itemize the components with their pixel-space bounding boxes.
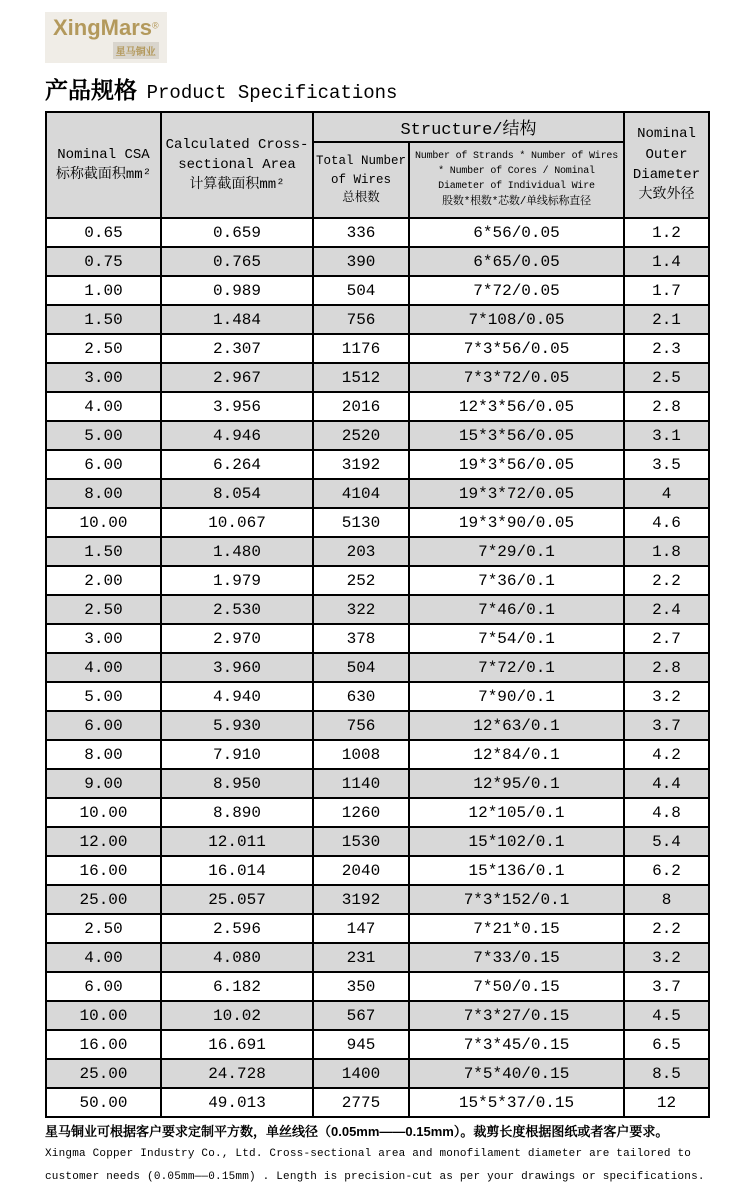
table-cell: 6.00 <box>46 711 161 740</box>
table-cell: 1260 <box>313 798 409 827</box>
table-cell: 2.5 <box>624 363 709 392</box>
table-cell: 3.7 <box>624 711 709 740</box>
table-cell: 1.2 <box>624 218 709 247</box>
table-cell: 5.4 <box>624 827 709 856</box>
table-cell: 2775 <box>313 1088 409 1117</box>
header-structure-detail-line2: * Number of Cores / Nominal <box>438 166 595 178</box>
table-cell: 6.264 <box>161 450 313 479</box>
table-row <box>46 1088 709 1117</box>
table-cell: 5130 <box>313 508 409 537</box>
table-cell: 7*3*45/0.15 <box>409 1030 624 1059</box>
table-row <box>46 856 709 885</box>
table-row <box>46 247 709 276</box>
header-structure-detail-zh: 股数*根数*芯数/单线标称直径 <box>442 196 591 209</box>
header-nominal-csa <box>46 112 161 218</box>
table-cell: 4.6 <box>624 508 709 537</box>
table-row <box>46 421 709 450</box>
table-cell: 203 <box>313 537 409 566</box>
table-cell: 0.989 <box>161 276 313 305</box>
table-cell: 2.530 <box>161 595 313 624</box>
table-cell: 504 <box>313 653 409 682</box>
table-cell: 12 <box>624 1088 709 1117</box>
table-cell: 1176 <box>313 334 409 363</box>
header-outer-diameter <box>624 112 709 218</box>
header-outer-diameter-en: Nominal Outer Diameter <box>632 126 701 183</box>
table-cell: 7*5*40/0.15 <box>409 1059 624 1088</box>
table-cell: 16.691 <box>161 1030 313 1059</box>
header-total-wires <box>313 142 409 218</box>
header-structure-detail-line1: Number of Strands * Number of Wires <box>414 151 619 163</box>
table-cell: 49.013 <box>161 1088 313 1117</box>
table-row <box>46 218 709 247</box>
table-cell: 2040 <box>313 856 409 885</box>
note-chinese: 星马铜业可根据客户要求定制平方数，单丝线径（0.05mm——0.15mm）。裁剪长度根据图纸或者客户要求。 <box>45 1124 669 1139</box>
table-cell: 3.7 <box>624 972 709 1001</box>
table-cell: 7*3*72/0.05 <box>409 363 624 392</box>
header-calculated-area-en: Calculated Cross- sectional Area <box>165 136 309 173</box>
table-cell: 5.930 <box>161 711 313 740</box>
table-row <box>46 1001 709 1030</box>
table-cell: 19*3*56/0.05 <box>409 450 624 479</box>
table-cell: 1.979 <box>161 566 313 595</box>
table-cell: 5.00 <box>46 682 161 711</box>
table-cell: 504 <box>313 276 409 305</box>
table-cell: 7*3*27/0.15 <box>409 1001 624 1030</box>
table-cell: 12*105/0.1 <box>409 798 624 827</box>
table-cell: 0.75 <box>46 247 161 276</box>
table-cell: 19*3*72/0.05 <box>409 479 624 508</box>
table-cell: 7*3*56/0.05 <box>409 334 624 363</box>
table-cell: 10.00 <box>46 508 161 537</box>
table-cell: 7*33/0.15 <box>409 943 624 972</box>
table-cell: 5.00 <box>46 421 161 450</box>
footer-notes <box>45 1121 708 1189</box>
table-cell: 7*46/0.1 <box>409 595 624 624</box>
table-cell: 1400 <box>313 1059 409 1088</box>
header-nominal-csa-en: Nominal CSA <box>57 146 150 163</box>
table-cell: 3.2 <box>624 682 709 711</box>
table-cell: 4.5 <box>624 1001 709 1030</box>
table-cell: 0.65 <box>46 218 161 247</box>
table-cell: 6.00 <box>46 972 161 1001</box>
table-cell: 7*90/0.1 <box>409 682 624 711</box>
page-title <box>45 72 708 105</box>
table-cell: 25.00 <box>46 885 161 914</box>
table-cell: 3192 <box>313 885 409 914</box>
table-cell: 322 <box>313 595 409 624</box>
table-cell: 6.5 <box>624 1030 709 1059</box>
table-cell: 0.765 <box>161 247 313 276</box>
table-cell: 6*56/0.05 <box>409 218 624 247</box>
table-row <box>46 1030 709 1059</box>
table-cell: 19*3*90/0.05 <box>409 508 624 537</box>
table-row <box>46 276 709 305</box>
table-cell: 2.970 <box>161 624 313 653</box>
table-cell: 231 <box>313 943 409 972</box>
note-english: Xingma Copper Industry Co., Ltd. Cross-sectional area and monofilament diameter are tailored to customer needs (0.05mm——0.15mm) . Length is precision-cut as per your drawings or specifications. <box>45 1148 705 1184</box>
table-row <box>46 1059 709 1088</box>
table-row <box>46 740 709 769</box>
table-cell: 8.054 <box>161 479 313 508</box>
table-cell: 3.1 <box>624 421 709 450</box>
table-cell: 3.956 <box>161 392 313 421</box>
brand-logo <box>45 12 167 63</box>
table-cell: 1.484 <box>161 305 313 334</box>
header-structure-detail <box>409 142 624 218</box>
table-cell: 12.00 <box>46 827 161 856</box>
header-calculated-area <box>161 112 313 218</box>
table-cell: 2.596 <box>161 914 313 943</box>
table-cell: 4.080 <box>161 943 313 972</box>
table-cell: 12.011 <box>161 827 313 856</box>
table-cell: 6.2 <box>624 856 709 885</box>
table-cell: 16.014 <box>161 856 313 885</box>
table-row <box>46 624 709 653</box>
table-row <box>46 885 709 914</box>
table-row <box>46 595 709 624</box>
table-cell: 6.00 <box>46 450 161 479</box>
table-cell: 6.182 <box>161 972 313 1001</box>
table-cell: 945 <box>313 1030 409 1059</box>
table-cell: 7*29/0.1 <box>409 537 624 566</box>
table-cell: 8.00 <box>46 479 161 508</box>
page-title-zh: 产品规格 <box>45 77 137 103</box>
table-cell: 2016 <box>313 392 409 421</box>
table-cell: 3.5 <box>624 450 709 479</box>
table-cell: 567 <box>313 1001 409 1030</box>
registered-trademark-icon: ® <box>152 20 159 31</box>
table-cell: 1530 <box>313 827 409 856</box>
table-cell: 8.890 <box>161 798 313 827</box>
table-cell: 15*5*37/0.15 <box>409 1088 624 1117</box>
table-cell: 50.00 <box>46 1088 161 1117</box>
table-cell: 2520 <box>313 421 409 450</box>
header-calculated-area-zh: 计算截面积mm² <box>189 177 285 194</box>
table-cell: 12*3*56/0.05 <box>409 392 624 421</box>
table-cell: 16.00 <box>46 1030 161 1059</box>
header-total-wires-zh: 总根数 <box>342 191 380 206</box>
table-row <box>46 972 709 1001</box>
table-cell: 1.4 <box>624 247 709 276</box>
table-cell: 25.057 <box>161 885 313 914</box>
table-cell: 8.00 <box>46 740 161 769</box>
brand-subtitle: 星马铜业 <box>113 42 159 59</box>
table-cell: 3192 <box>313 450 409 479</box>
table-cell: 4.8 <box>624 798 709 827</box>
table-cell: 1140 <box>313 769 409 798</box>
table-cell: 9.00 <box>46 769 161 798</box>
table-cell: 2.8 <box>624 392 709 421</box>
table-row <box>46 334 709 363</box>
table-cell: 16.00 <box>46 856 161 885</box>
table-cell: 2.7 <box>624 624 709 653</box>
table-cell: 10.02 <box>161 1001 313 1030</box>
table-cell: 3.2 <box>624 943 709 972</box>
table-cell: 2.2 <box>624 914 709 943</box>
table-cell: 8 <box>624 885 709 914</box>
table-cell: 1.8 <box>624 537 709 566</box>
table-cell: 378 <box>313 624 409 653</box>
table-cell: 7*36/0.1 <box>409 566 624 595</box>
table-cell: 4.940 <box>161 682 313 711</box>
table-cell: 7*72/0.05 <box>409 276 624 305</box>
table-cell: 7*72/0.1 <box>409 653 624 682</box>
table-cell: 12*63/0.1 <box>409 711 624 740</box>
header-nominal-csa-zh: 标称截面积mm² <box>55 167 152 183</box>
header-structure-group: Structure/结构 <box>313 112 624 142</box>
table-cell: 6*65/0.05 <box>409 247 624 276</box>
table-row <box>46 653 709 682</box>
table-cell: 2.8 <box>624 653 709 682</box>
header-structure-detail-line3: Diameter of Individual Wire <box>438 181 595 193</box>
table-cell: 7*3*152/0.1 <box>409 885 624 914</box>
table-cell: 1.00 <box>46 276 161 305</box>
table-row <box>46 711 709 740</box>
table-cell: 3.960 <box>161 653 313 682</box>
table-cell: 630 <box>313 682 409 711</box>
table-cell: 350 <box>313 972 409 1001</box>
header-outer-diameter-zh: 大致外径 <box>638 187 695 204</box>
table-cell: 252 <box>313 566 409 595</box>
table-cell: 2.50 <box>46 334 161 363</box>
table-cell: 7*108/0.05 <box>409 305 624 334</box>
table-cell: 336 <box>313 218 409 247</box>
spec-table-header <box>46 112 709 218</box>
table-cell: 2.4 <box>624 595 709 624</box>
table-cell: 4.00 <box>46 392 161 421</box>
table-cell: 7*21*0.15 <box>409 914 624 943</box>
table-cell: 3.00 <box>46 624 161 653</box>
table-cell: 4.2 <box>624 740 709 769</box>
table-cell: 10.00 <box>46 798 161 827</box>
table-cell: 147 <box>313 914 409 943</box>
table-row <box>46 827 709 856</box>
table-row <box>46 798 709 827</box>
table-cell: 2.967 <box>161 363 313 392</box>
table-row <box>46 363 709 392</box>
table-cell: 12*95/0.1 <box>409 769 624 798</box>
table-row <box>46 450 709 479</box>
table-cell: 756 <box>313 711 409 740</box>
table-cell: 1.7 <box>624 276 709 305</box>
table-cell: 25.00 <box>46 1059 161 1088</box>
spec-table <box>45 111 710 1118</box>
table-cell: 2.1 <box>624 305 709 334</box>
table-row <box>46 537 709 566</box>
table-row <box>46 392 709 421</box>
table-cell: 756 <box>313 305 409 334</box>
table-cell: 390 <box>313 247 409 276</box>
table-cell: 2.2 <box>624 566 709 595</box>
page-title-en: Product Specifications <box>146 82 398 104</box>
table-cell: 4.946 <box>161 421 313 450</box>
table-cell: 12*84/0.1 <box>409 740 624 769</box>
table-row <box>46 566 709 595</box>
table-cell: 10.067 <box>161 508 313 537</box>
table-cell: 24.728 <box>161 1059 313 1088</box>
table-cell: 1512 <box>313 363 409 392</box>
table-row <box>46 682 709 711</box>
table-cell: 3.00 <box>46 363 161 392</box>
table-row <box>46 769 709 798</box>
table-cell: 8.5 <box>624 1059 709 1088</box>
table-cell: 1.50 <box>46 305 161 334</box>
table-cell: 4 <box>624 479 709 508</box>
table-cell: 15*3*56/0.05 <box>409 421 624 450</box>
brand-name: XingMars <box>53 15 153 40</box>
table-cell: 2.3 <box>624 334 709 363</box>
table-row <box>46 479 709 508</box>
table-cell: 2.307 <box>161 334 313 363</box>
table-row <box>46 305 709 334</box>
table-cell: 4104 <box>313 479 409 508</box>
table-cell: 15*102/0.1 <box>409 827 624 856</box>
table-cell: 1.480 <box>161 537 313 566</box>
table-cell: 15*136/0.1 <box>409 856 624 885</box>
table-cell: 4.00 <box>46 653 161 682</box>
table-cell: 1.50 <box>46 537 161 566</box>
table-cell: 7*54/0.1 <box>409 624 624 653</box>
brand-logo-line <box>53 17 159 40</box>
table-cell: 4.00 <box>46 943 161 972</box>
table-cell: 7.910 <box>161 740 313 769</box>
table-row <box>46 914 709 943</box>
table-cell: 1008 <box>313 740 409 769</box>
table-cell: 10.00 <box>46 1001 161 1030</box>
header-total-wires-en: Total Number of Wires <box>316 153 407 187</box>
table-cell: 4.4 <box>624 769 709 798</box>
spec-table-body <box>46 218 709 1117</box>
table-cell: 7*50/0.15 <box>409 972 624 1001</box>
table-cell: 2.50 <box>46 914 161 943</box>
table-cell: 2.00 <box>46 566 161 595</box>
table-row <box>46 508 709 537</box>
table-cell: 0.659 <box>161 218 313 247</box>
table-cell: 8.950 <box>161 769 313 798</box>
table-row <box>46 943 709 972</box>
table-cell: 2.50 <box>46 595 161 624</box>
